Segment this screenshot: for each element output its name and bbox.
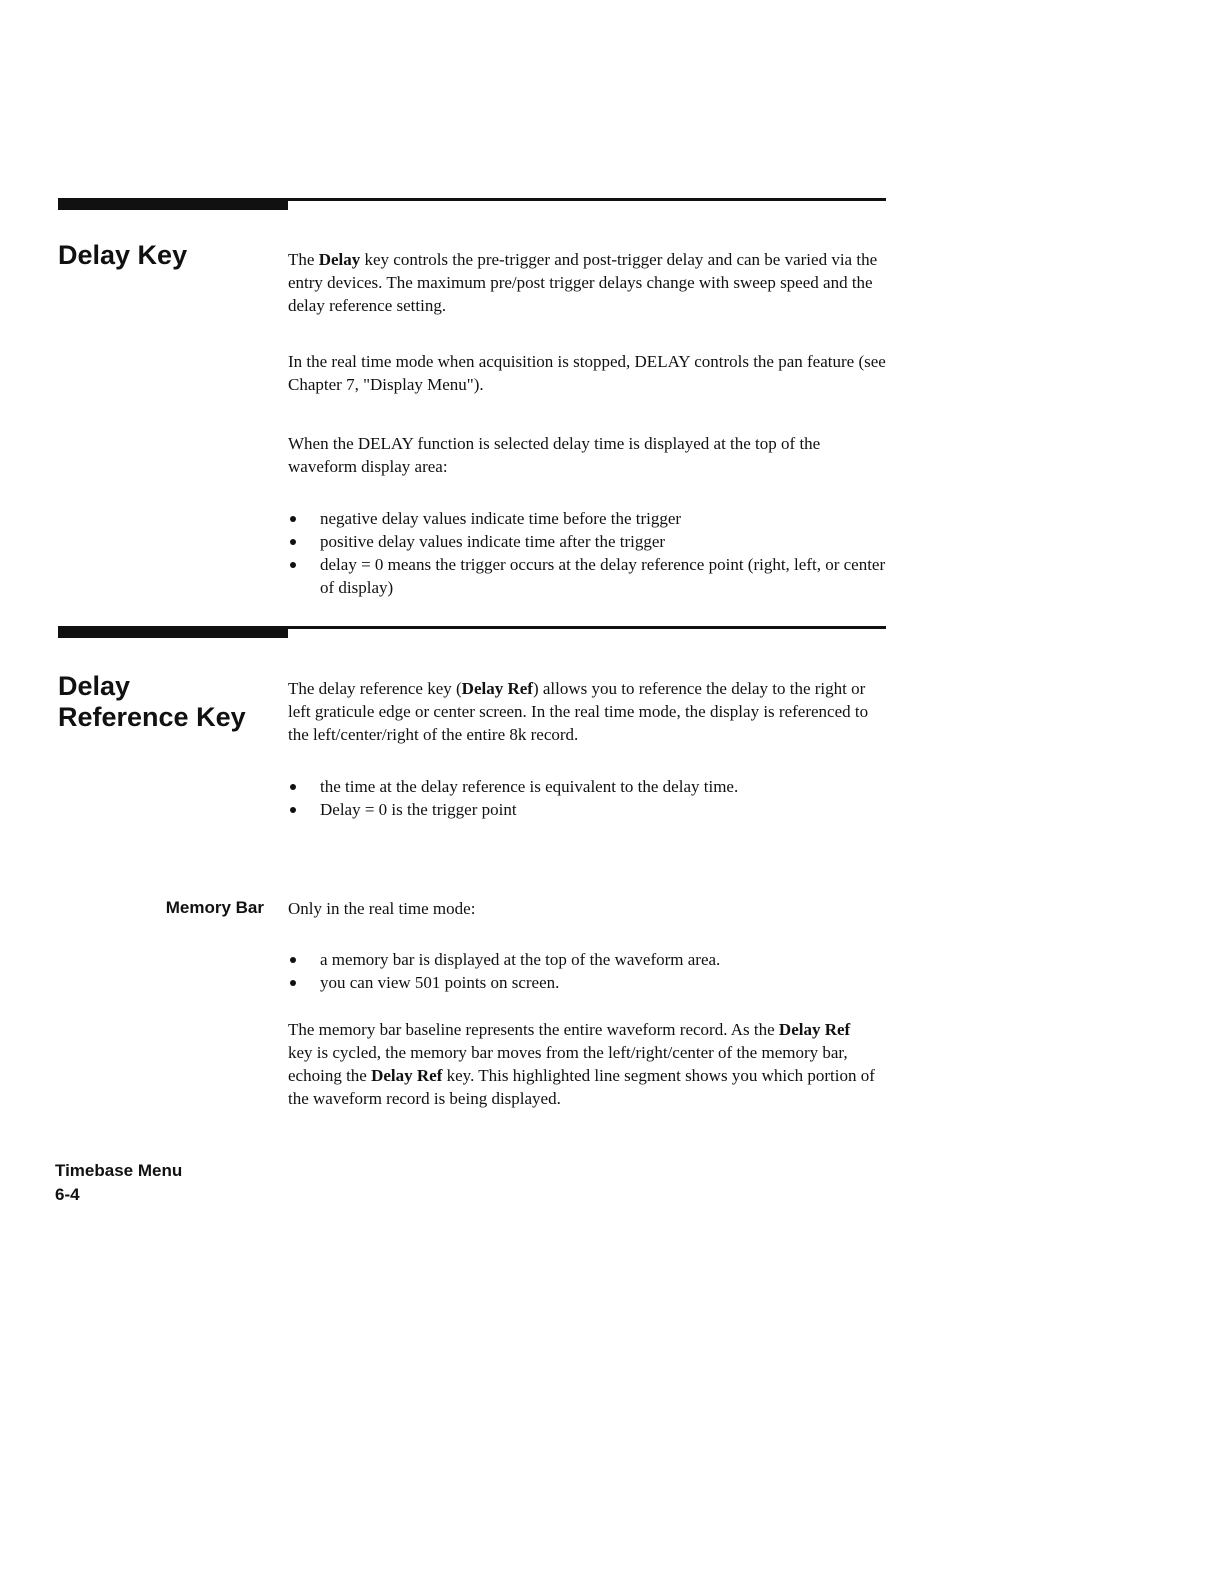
delay-key-paragraph-3: When the DELAY function is selected delay time is displayed at the top of the waveform display area:: [288, 434, 821, 476]
bullet-icon: [290, 784, 296, 790]
list-item: [288, 775, 888, 798]
bullet-text: Delay = 0 is the trigger point: [320, 800, 517, 819]
delay-key-paragraph-2: In the real time mode when acquisition is stopped, DELAY controls the pan feature (see Chapter 7, "Display Menu").: [288, 352, 886, 394]
bullet-icon: [290, 957, 296, 963]
list-item: [288, 553, 888, 599]
bold-key-name: Delay Ref: [461, 679, 533, 698]
page-footer: [55, 1159, 182, 1207]
list-item: [288, 530, 888, 553]
divider-thick-bar: [58, 626, 288, 638]
list-item: [288, 971, 888, 994]
footer-page-number: 6-4: [55, 1185, 80, 1204]
text-run: The memory bar baseline represents the entire waveform record. As the: [288, 1020, 779, 1039]
bullet-text: negative delay values indicate time before the trigger: [320, 509, 682, 528]
list-item: [288, 948, 888, 971]
text-run: key is cycled, the memory bar moves from the left/right/center of the memory bar, echoing the: [288, 1043, 848, 1085]
delay-key-paragraph-1: [288, 248, 888, 317]
divider-thick-bar: [58, 198, 288, 210]
memory-bar-intro: Only in the real time mode:: [288, 899, 476, 918]
text-run: ) allows you to reference the delay to the right or left graticule edge or center screen. In the real time mode, the display is referenced to the left/center/right of the entire 8k record.: [288, 679, 869, 744]
delay-key-bullet-list: [288, 507, 888, 599]
memory-bar-subheading: Memory Bar: [165, 898, 264, 917]
bullet-text: positive delay values indicate time after the trigger: [320, 532, 666, 551]
delay-reference-key-bullet-list: [288, 775, 888, 821]
memory-bar-bullet-list: [288, 948, 888, 994]
delay-reference-key-heading: [58, 671, 246, 733]
text-run: The delay reference key (: [288, 679, 462, 698]
text-run: key controls the pre-trigger and post-trigger delay and can be varied via the entry devices. The maximum pre/post trigger delays change with sweep speed and the delay reference setting.: [288, 250, 878, 315]
bullet-icon: [290, 562, 296, 568]
bullet-icon: [290, 516, 296, 522]
bullet-text: delay = 0 means the trigger occurs at the delay reference point (right, left, or center of display): [320, 555, 886, 597]
list-item: [288, 798, 888, 821]
heading-line-2: Reference Key: [58, 702, 246, 732]
list-item: [288, 507, 888, 530]
bold-key-name: Delay Ref: [778, 1020, 851, 1039]
bullet-text: you can view 501 points on screen.: [320, 973, 560, 992]
text-run: key. This highlighted line segment shows you which portion of the waveform record is being displayed.: [288, 1066, 875, 1108]
bullet-icon: [290, 980, 296, 986]
bold-key-name: Delay: [318, 250, 361, 269]
bold-key-name: Delay Ref: [371, 1066, 443, 1085]
bullet-text: the time at the delay reference is equivalent to the delay time.: [320, 777, 739, 796]
delay-reference-key-paragraph: [288, 677, 888, 746]
bullet-icon: [290, 807, 296, 813]
delay-key-heading: Delay Key: [58, 240, 188, 270]
text-run: The: [288, 250, 319, 269]
memory-bar-paragraph: [288, 1018, 878, 1110]
bullet-icon: [290, 539, 296, 545]
bullet-text: a memory bar is displayed at the top of the waveform area.: [320, 950, 721, 969]
heading-line-1: Delay: [58, 671, 131, 701]
footer-section-title: Timebase Menu: [55, 1161, 183, 1180]
